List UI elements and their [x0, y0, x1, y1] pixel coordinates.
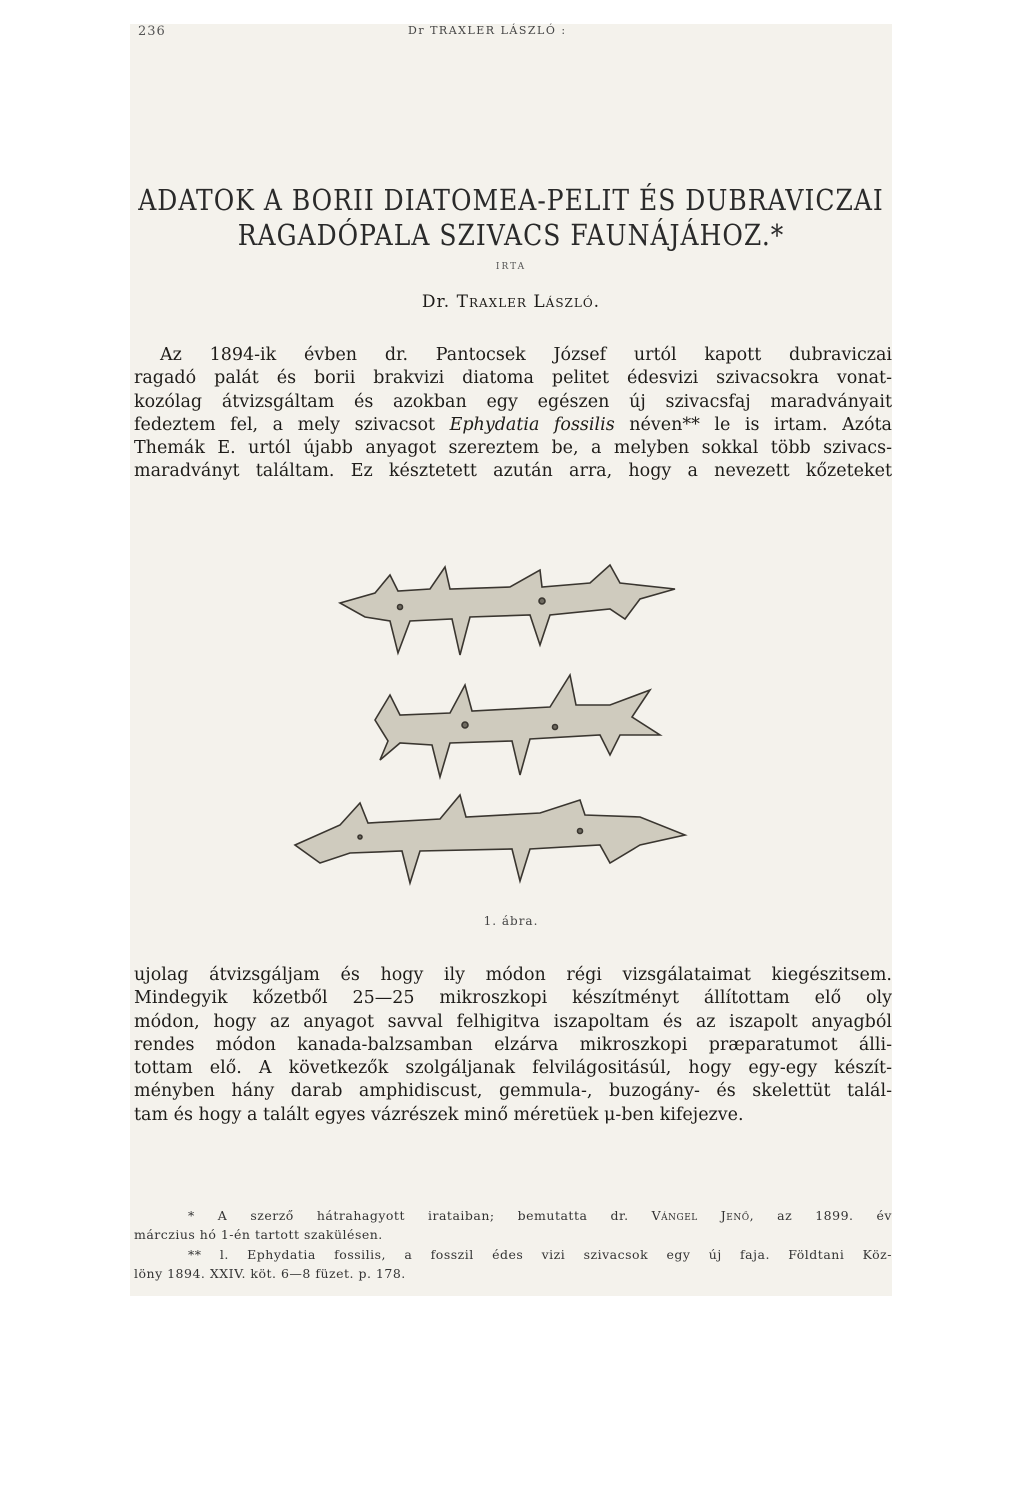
author-byline	[130, 292, 892, 312]
page-number: 236	[138, 24, 166, 39]
footnote-line: löny 1894. XXIV. köt. 6—8 füzet. p. 178.	[134, 1266, 406, 1281]
paragraph-line: tottam elő. A következők szolgáljanak felvilágositásúl, hogy egy-egy készít-	[134, 1058, 892, 1079]
paragraph-line: ragadó palát és borii brakvizi diatoma pelitet édesvizi szivacsokra vonat-	[134, 368, 892, 389]
author-title: Dr.	[421, 292, 451, 312]
paragraph-line: Themák E. urtól újabb anyagot szereztem be, a melyben sokkal több szivacs-	[134, 438, 892, 459]
byline-irta: IRTA	[495, 262, 527, 272]
footnote-2	[134, 1245, 892, 1283]
text-fragment: * A szerző hátrahagyott irataiban; bemutatta dr.	[188, 1208, 629, 1223]
paragraph-line: ményben hány darab amphidiscust, gemmula-, buzogány- és skelettüt talál-	[134, 1081, 892, 1102]
species-name: Ephydatia fossilis	[449, 414, 615, 435]
paragraph-line: maradványt találtam. Ez késztetett azután arra, hogy a nevezett kőzeteket	[134, 461, 892, 482]
spicule-drawing-3	[295, 795, 685, 883]
author-name: Traxler László.	[456, 292, 601, 312]
paragraph-line: módon, hogy az anyagot savval felhigitva iszapoltam és az iszapolt anyagból	[134, 1011, 892, 1032]
footnote-line: márczius hó 1-én tartott szakülésen.	[134, 1227, 383, 1242]
running-head: Dr TRAXLER LÁSZLÓ :	[408, 24, 567, 37]
text-fragment: néven** le is irtam. Azóta	[629, 414, 892, 435]
paragraph-1	[134, 344, 892, 484]
text-fragment: , az 1899. év	[749, 1208, 892, 1223]
paragraph-line: tam és hogy a talált egyes vázrészek minő méretüek μ-ben kifejezve.	[134, 1104, 744, 1125]
spicule-drawing-1	[340, 565, 675, 655]
figure-caption: 1. ábra.	[483, 914, 539, 928]
paragraph-line: ujolag átvizsgáljam és hogy ily módon régi vizsgálataimat kiegészitsem.	[134, 965, 892, 985]
footnote-1	[134, 1206, 892, 1244]
spicule-figure	[280, 545, 700, 915]
article-title-line-2: RAGADÓPALA SZIVACS FAUNÁJÁHOZ.*	[237, 218, 785, 252]
footnote-line	[134, 1206, 892, 1225]
paragraph-line: rendes módon kanada-balzsamban elzárva mikroszkopi præparatumot álli-	[134, 1034, 892, 1055]
paragraph-line: Az 1894-ik évben dr. Pantocsek József urtól kapott dubraviczai	[160, 345, 892, 365]
page-header	[138, 24, 878, 42]
text-fragment: fedeztem fel, a mely szivacsot	[134, 414, 436, 435]
article-title-line-1: ADATOK A BORII DIATOMEA-PELIT ÉS DUBRAVICZAI	[138, 183, 884, 217]
spicule-drawing-2	[375, 675, 660, 777]
paragraph-line-with-species	[134, 414, 892, 437]
paragraph-2	[134, 964, 892, 1127]
footnote-line: ** l. Ephydatia fossilis, a fosszil édes vizi szivacsok egy új faja. Földtani Köz-	[188, 1247, 892, 1262]
paragraph-line: kozólag átvizsgáltam és azokban egy egészen új szivacsfaj maradványait	[134, 391, 892, 412]
paragraph-line: Mindegyik kőzetből 25—25 mikroszkopi készítményt állítottam elő oly	[134, 988, 892, 1009]
presenter-name: Vángel Jenő	[651, 1208, 750, 1223]
